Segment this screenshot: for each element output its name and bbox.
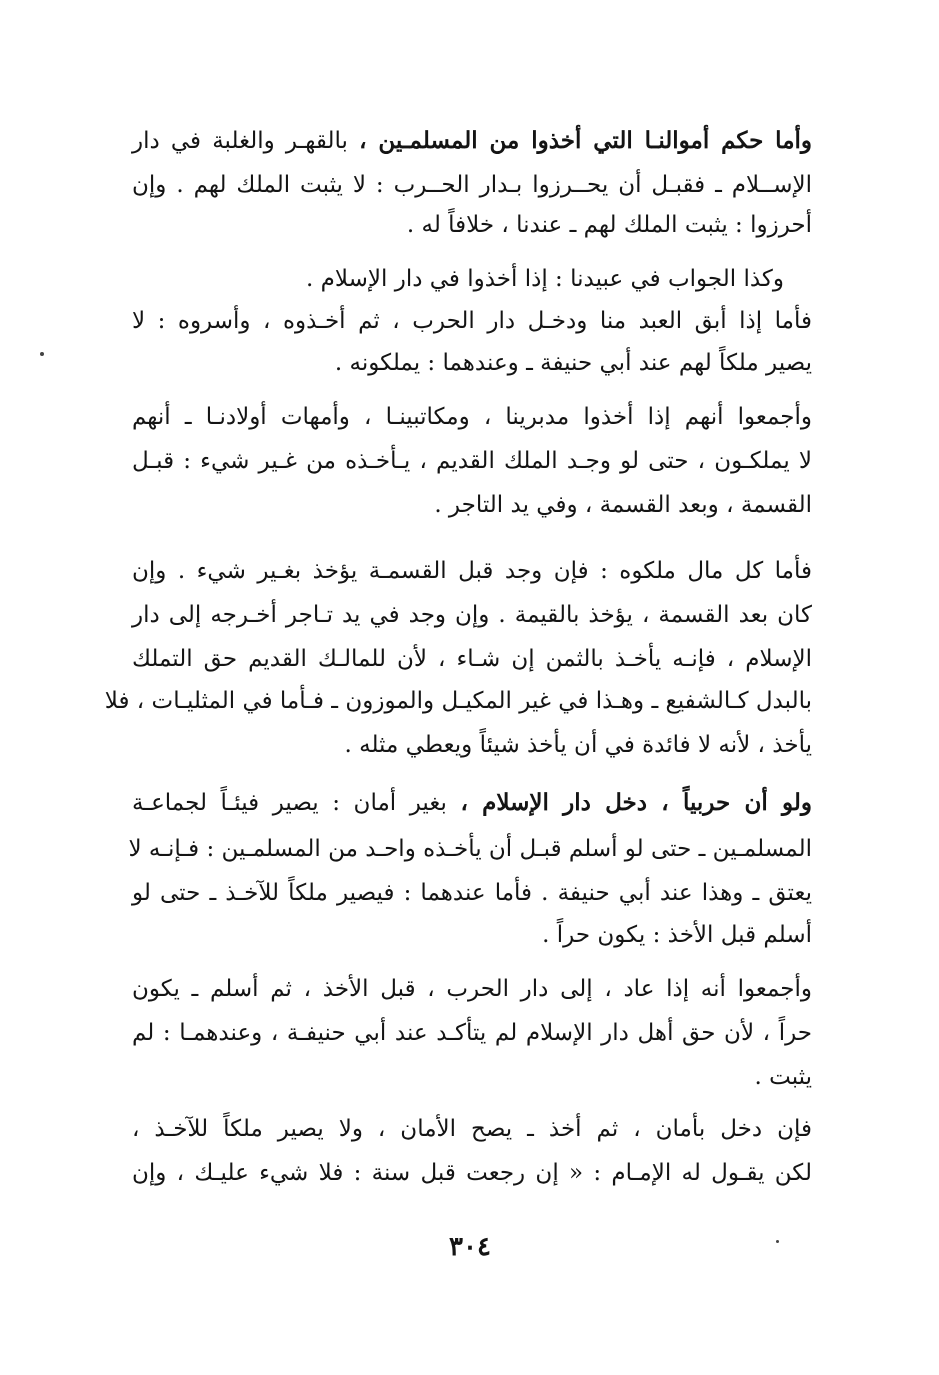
text-line: [434, 490, 812, 520]
line-text: بالبدل كـالشفيع ـ وهـذا في غير المكيـل والموزون ـ فـأما في المثليـات ، فلا: [104, 688, 812, 714]
line-text: أحرزوا : يثبت الملك لهم ـ عندنا ، خلافاً له .: [406, 212, 812, 238]
line-text: بالقهـر والغلبة في دار: [132, 128, 360, 154]
line-text: فأما كل مال ملكوه : فإن وجد قبل القسمـة يؤخذ بغـير شيء . وإن: [132, 558, 812, 584]
text-line: [132, 788, 812, 818]
line-text: وأجمعوا أنهم إذا أخذوا مدبرينا ، ومكاتبينـا ، وأمهات أولادنـا ـ أنهم: [132, 404, 812, 430]
bold-phrase: وأما حكم أموالنـا التي أخذوا من المسلمـين ،: [359, 127, 813, 154]
line-text: يصير ملكاً لهم عند أبي حنيفة ـ وعندهما : يملكونه .: [334, 350, 812, 376]
line-text: الإســلام ـ فقبـل أن يحــرزوا بـدار الحــرب : لا يثبت الملك لهم . وإن: [132, 172, 812, 198]
text-line: [132, 974, 812, 1004]
line-text: فإن دخل بأمان ، ثم أخذ ـ يصح الأمان ، ولا يصير ملكاً للآخـذ ،: [132, 1116, 812, 1142]
text-line: [335, 348, 812, 378]
text-line: [132, 878, 812, 908]
text-line: [542, 920, 812, 950]
line-text: فأما إذا أبق العبد منا ودخـل دار الحرب ، ثم أخـذوه ، وأسروه : لا: [132, 308, 812, 334]
text-line: [132, 402, 812, 432]
text-line: [132, 1114, 812, 1144]
page-number: ٣٠٤: [449, 1232, 491, 1262]
text-line: [132, 306, 812, 336]
text-line: [104, 686, 812, 716]
text-line: [132, 556, 812, 586]
text-line: [407, 210, 812, 240]
line-text: المسلمـين ـ حتى لو أسلم قبـل أن يأخـذه واحـد من المسلمـين : فـإنـه لا: [128, 836, 812, 862]
line-text: لكن يقـول له الإمـام : « إن رجعت قبل سنة : فلا شيء عليـك ، وإن: [132, 1160, 812, 1186]
line-text: حراً ، لأن حق أهل دار الإسلام لم يتأكـد عند أبي حنيفـة ، وعندهمـا : لم: [132, 1020, 812, 1046]
line-text: القسمة ، وبعد القسمة ، وفي يد التاجر .: [434, 492, 812, 518]
line-text: بغير أمان : يصير فيئـاً لجماعـة: [132, 790, 461, 816]
text-line: [132, 644, 812, 674]
line-text: يأخذ ، لأنه لا فائدة في أن يأخذ شيئاً ويعطي مثله .: [344, 732, 812, 758]
text-line: [132, 1158, 812, 1188]
bold-phrase: ولو أن حربياً ، دخل دار الإسلام ،: [460, 789, 813, 816]
line-text: الإسلام ، فإنـه يأخـذ بالثمن إن شـاء ، لأن للمالـك القديم حق التملك: [132, 646, 812, 672]
text-line: [132, 126, 812, 156]
line-text: أسلم قبل الأخذ : يكون حراً .: [542, 922, 812, 948]
line-text: لا يملكـون ، حتى لو وجـد الملك القديم ، يـأخـذه من غـير شيء : قبـل: [132, 448, 812, 474]
text-line: [344, 730, 812, 760]
line-text: وأجمعوا أنه إذا عاد ، إلى دار الحرب ، قبل الأخذ ، ثم أسلم ـ يكون: [132, 976, 812, 1002]
line-text: يثبت .: [754, 1064, 812, 1090]
line-text: يعتق ـ وهذا عند أبي حنيفة . فأما عندهما : فيصير ملكاً للآخـذ ـ حتى لو: [132, 880, 812, 906]
text-line: [132, 600, 812, 630]
text-line: [132, 170, 812, 200]
text-line: [132, 446, 812, 476]
text-line: [128, 834, 812, 864]
scan-speck: [776, 1240, 779, 1243]
line-text: وكذا الجواب في عبيدنا : إذا أخذوا في دار الإسلام .: [306, 266, 784, 292]
text-line: [306, 264, 784, 294]
scan-speck: [40, 352, 44, 356]
text-line: [755, 1062, 813, 1092]
line-text: كان بعد القسمة ، يؤخذ بالقيمة . وإن وجد في يد تـاجر أخـرجه إلى دار: [132, 602, 812, 628]
text-line: [132, 1018, 812, 1048]
